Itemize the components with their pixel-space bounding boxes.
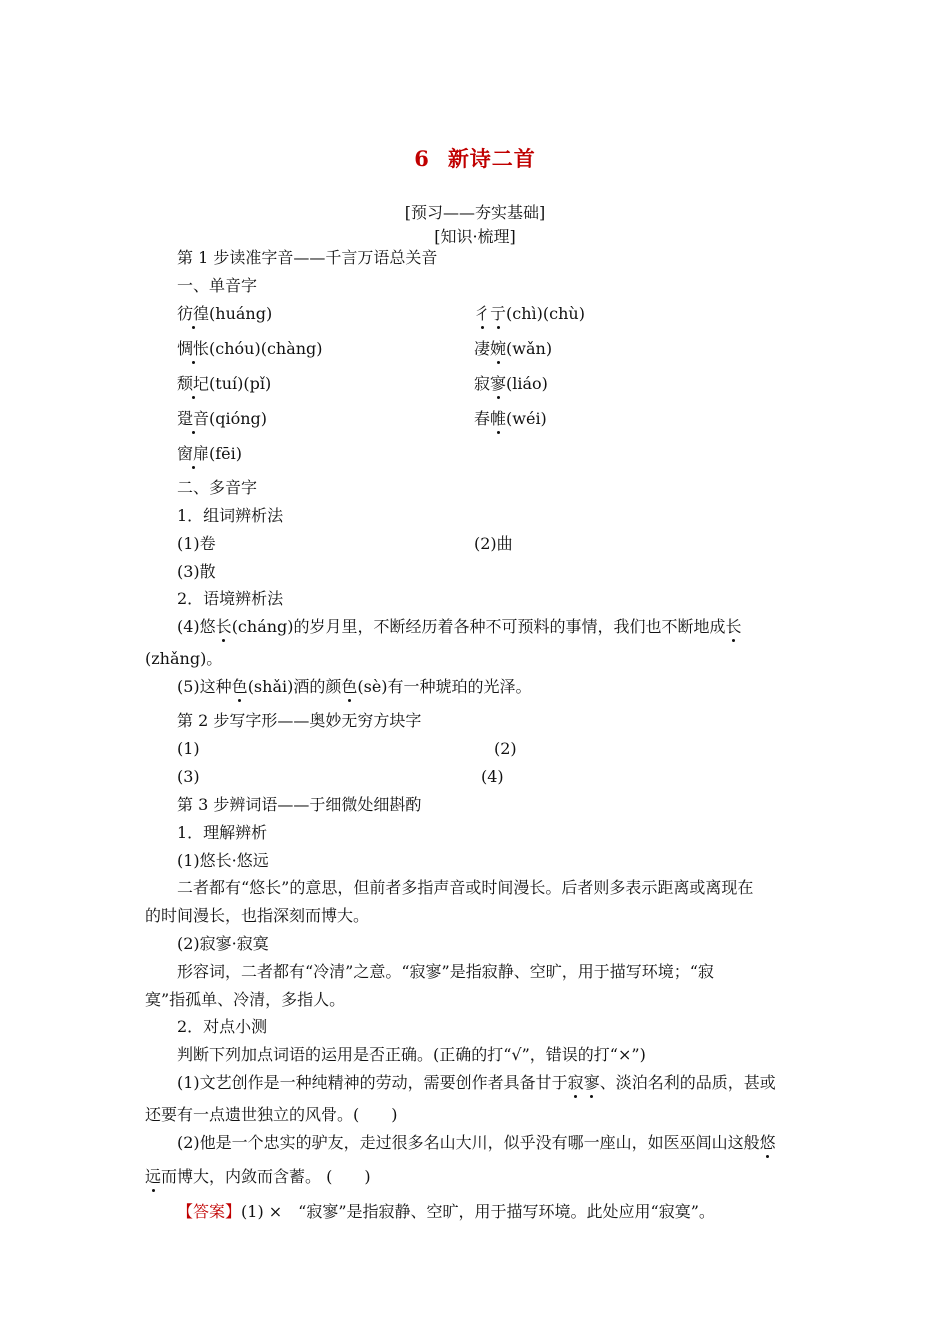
group-item: (1)卷 bbox=[177, 534, 216, 553]
question-1: (1)文艺创作是一种纯精神的劳动，需要创作者具备甘于寂寥、淡泊名利的品质，甚或 bbox=[177, 1073, 776, 1092]
pron-item: 春帷(wéi) bbox=[474, 409, 547, 428]
paragraph-line: 形容词，二者都有“冷清”之意。“寂寥”是指寂静、空旷，用于描写环境；“寂 bbox=[177, 962, 714, 981]
pron-item: 彳亍(chì)(chù) bbox=[474, 304, 585, 323]
glyph-item: (4) bbox=[481, 767, 504, 786]
paragraph-line: 寞”指孤单、冷清，多指人。 bbox=[145, 990, 346, 1009]
step1-heading: 第 1 步读准字音——千言万语总关音 bbox=[177, 248, 438, 267]
pron-item: 凄婉(wǎn) bbox=[474, 339, 553, 358]
paragraph-line: 二者都有“悠长”的意思，但前者多指声音或时间漫长。后者则多表示距离或离现在 bbox=[177, 878, 754, 897]
lesson-number: 6 bbox=[414, 146, 430, 171]
group-item: (3)散 bbox=[177, 562, 216, 581]
preview-heading: [预习——夯实基础] bbox=[404, 203, 546, 222]
step3-heading: 第 3 步辨词语——于细微处细斟酌 bbox=[177, 795, 422, 814]
single-char-heading: 一、单音字 bbox=[177, 276, 258, 295]
glyph-item: (3) bbox=[177, 767, 200, 786]
question-1-cont: 还要有一点遗世独立的风骨。( ) bbox=[145, 1105, 398, 1124]
answer-label: 【答案】 bbox=[177, 1202, 242, 1221]
question-2-cont: 远而博大，内敛而含蓄。 ( ) bbox=[145, 1167, 371, 1186]
context-item-5: (5)这种色(shǎi)酒的颜色(sè)有一种琥珀的光泽。 bbox=[177, 677, 532, 696]
understand-heading: 1．理解辨析 bbox=[177, 823, 268, 842]
multi-char-heading: 二、多音字 bbox=[177, 478, 258, 497]
group-item: (2)曲 bbox=[474, 534, 513, 553]
knowledge-heading: [知识·梳理] bbox=[434, 227, 516, 246]
context-item-4-cont: (zhǎng)。 bbox=[145, 649, 223, 668]
pron-item: 彷徨(huáng) bbox=[177, 304, 273, 323]
answer-text: (1) × “寂寥”是指寂静、空旷，用于描写环境。此处应用“寂寞”。 bbox=[241, 1202, 715, 1221]
context-item-4: (4)悠长(cháng)的岁月里，不断经历着各种不可预料的事情，我们也不断地成长 bbox=[177, 617, 742, 636]
question-2: (2)他是一个忠实的驴友，走过很多名山大川，似乎没有哪一座山，如医巫闾山这般悠 bbox=[177, 1133, 776, 1152]
word-pair-title: (1)悠长·悠远 bbox=[177, 851, 269, 870]
glyph-item: (2) bbox=[494, 739, 517, 758]
context-method-heading: 2．语境辨析法 bbox=[177, 589, 284, 608]
step2-heading: 第 2 步写字形——奥妙无穷方块字 bbox=[177, 711, 422, 730]
test-heading: 2．对点小测 bbox=[177, 1017, 268, 1036]
pron-item: 窗扉(fēi) bbox=[177, 444, 243, 463]
pron-item: 惆怅(chóu)(chàng) bbox=[177, 339, 323, 358]
lesson-title bbox=[0, 143, 950, 173]
lesson-name: 新诗二首 bbox=[447, 146, 536, 171]
word-pair-title: (2)寂寥·寂寞 bbox=[177, 934, 269, 953]
pron-item: 寂寥(liáo) bbox=[474, 374, 548, 393]
group-method-heading: 1．组词辨析法 bbox=[177, 506, 284, 525]
glyph-item: (1) bbox=[177, 739, 200, 758]
pron-item: 跫音(qióng) bbox=[177, 409, 268, 428]
answer-line bbox=[177, 1202, 715, 1222]
test-instructions: 判断下列加点词语的运用是否正确。(正确的打“√”，错误的打“×”) bbox=[177, 1045, 646, 1064]
pron-item: 颓圮(tuí)(pǐ) bbox=[177, 374, 272, 393]
paragraph-line: 的时间漫长，也指深刻而博大。 bbox=[145, 906, 370, 925]
